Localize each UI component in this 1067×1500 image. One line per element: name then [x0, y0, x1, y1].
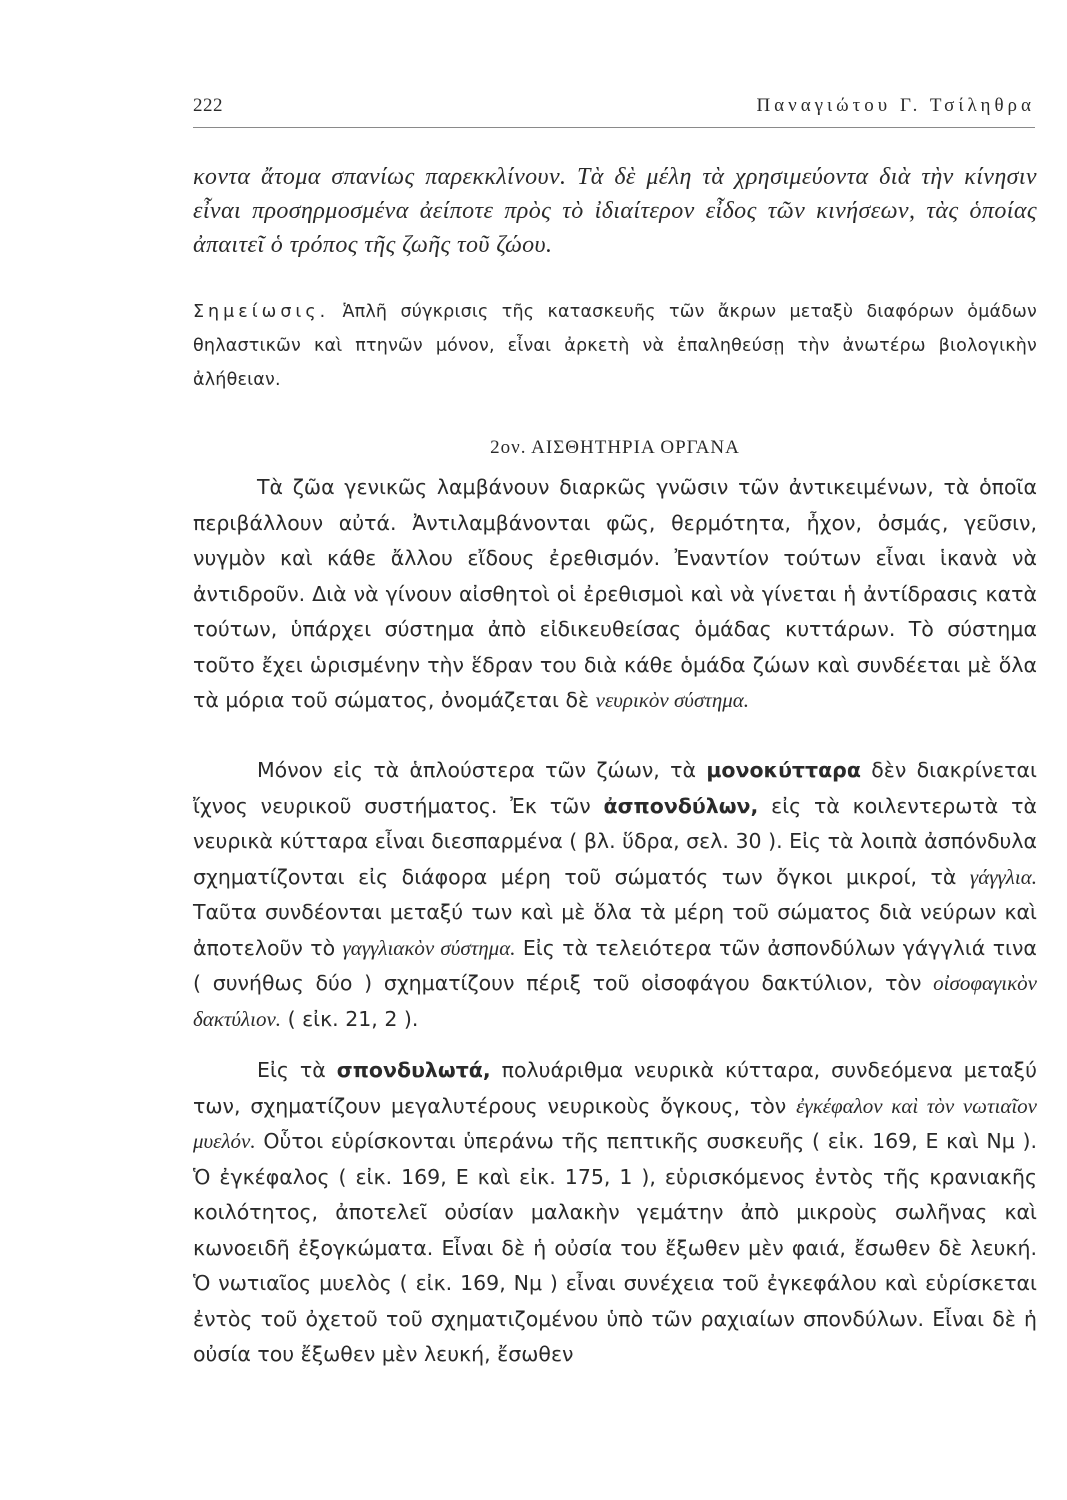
- p2-bold-invertebrates: ἀσπονδύλων,: [603, 793, 759, 818]
- page-header: [193, 93, 1035, 128]
- paragraph-3: [193, 1053, 1037, 1373]
- p2-text-a: Μόνον εἰς τὰ ἁπλούστερα τῶν ζώων, τὰ: [257, 758, 696, 782]
- note-paragraph: [193, 295, 1037, 397]
- note-text: Ἁπλῆ σύγκρισις τῆς κατασκευῆς τῶν ἄκρων μεταξὺ διαφόρων ὁμάδων θηλαστικῶν καὶ πτηνῶν μόνον, εἶναι ἀρκετὴ νὰ ἐπαληθεύσῃ τὴν ἀνωτέρω βιολογικὴν ἀλήθειαν.: [193, 302, 1037, 390]
- p2-term-ganglionic-system: γαγγλιακὸν σύστημα.: [342, 935, 516, 960]
- p2-bold-monocellular: μονοκύτταρα: [706, 758, 861, 782]
- intro-paragraph: κοντα ἄτομα σπανίως παρεκκλίνουν. Τὰ δὲ μέλη τὰ χρησιμεύοντα διὰ τὴν κίνησιν εἶναι προσηρμοσμένα ἀείποτε πρὸς τὸ ἰδιαίτερον εἶδος τῶν κινήσεων, τὰς ὁποίας ἀπαιτεῖ ὁ τρόπος τῆς ζωῆς τοῦ ζώου.: [193, 164, 1037, 258]
- note-label: Σημείωσις.: [193, 302, 330, 322]
- section-heading: 2ον. ΑΙΣΘΗΤΗΡΙΑ ΟΡΓΑΝΑ: [490, 437, 740, 458]
- p3-bold-vertebrates: σπονδυλωτά,: [336, 1058, 491, 1082]
- p3-text-b: πολυάριθμα νευρικὰ κύτταρα, συνδεόμενα μεταξύ των, σχηματίζουν μεγαλυτέρους νευρικοὺς ὄγκους, τὸν: [193, 1058, 1037, 1118]
- p2-text-b: δὲν διακρίνεται ἴχνος νευρικοῦ συστήματος. Ἐκ τῶν: [193, 758, 1037, 818]
- p2-text-d: Ταῦτα συνδέονται μεταξύ των καὶ μὲ ὅλα τὰ μέρη τοῦ σώματος διὰ νεύρων καὶ ἀποτελοῦν τὸ: [193, 900, 1037, 960]
- p3-term-brain-spinal-cord: ἐγκέφαλον καὶ τὸν νωτιαῖον μυελόν.: [193, 1093, 1037, 1153]
- running-title: Παναγιώτου Γ. Τσίληθρα: [756, 95, 1035, 116]
- p1-text: Τὰ ζῶα γενικῶς λαμβάνουν διαρκῶς γνῶσιν τῶν ἀντικειμένων, τὰ ὁποῖα περιβάλλουν αὐτά. Ἀντιλαμβάνονται φῶς, θερμότητα, ἦχον, ὀσμάς, γεῦσιν, νυγμὸν καὶ κάθε ἄλλου εἴδους ἐρεθισμόν. Ἐναντίον τούτων εἶναι ἱκανὰ νὰ ἀντιδροῦν. Διὰ νὰ γίνουν αἰσθητοὶ οἱ ἐρεθισμοὶ καὶ νὰ γίνεται ἡ ἀντίδρασις κατὰ τούτων, ὑπάρχει σύστημα ἀπὸ εἰδικευθείσας ὁμάδας κυττάρων. Τὸ σύστημα τοῦτο ἔχει ὡρισμένην τὴν ἕδραν του διὰ κάθε ὁμάδα ζώων καὶ συνδέεται μὲ ὅλα τὰ μόρια τοῦ σώματος, ὀνομάζεται δὲ: [193, 475, 1037, 712]
- p2-term-esophageal-ring: οἰσοφαγικὸν δακτύλιον.: [193, 971, 1037, 1031]
- p2-text-e: Εἰς τὰ τελειότερα τῶν ἀσπονδύλων γάγγλιά τινα ( συνήθως δύο ) σχηματίζουν πέριξ τοῦ οἰσοφάγου δακτύλιον, τὸν: [193, 935, 1037, 995]
- p1-term: νευρικὸν σύστημα.: [595, 688, 750, 712]
- p3-text-c: Οὗτοι εὑρίσκονται ὑπεράνω τῆς πεπτικῆς συσκευῆς ( εἰκ. 169, Ε καὶ Νμ ). Ὁ ἐγκέφαλος ( εἰκ. 169, Ε καὶ εἰκ. 175, 1 ), εὑρισκόμενος ἐντὸς τῆς κρανιακῆς κοιλότητος, ἀποτελεῖ οὐσίαν μαλακὴν γεμάτην ἀπὸ μικροὺς σωλῆνας καὶ κωνοειδῆ ἐξογκώματα. Εἶναι δὲ ἡ οὐσία του ἔξωθεν μὲν φαιά, ἔσωθεν δὲ λευκή. Ὁ νωτιαῖος μυελὸς ( εἰκ. 169, Νμ ) εἶναι συνέχεια τοῦ ἐγκεφάλου καὶ εὑρίσκεται ἐντὸς τοῦ ὀχετοῦ τοῦ σχηματιζομένου ὑπὸ τῶν ραχιαίων σπονδύλων. Εἶναι δὲ ἡ οὐσία του ἔξωθεν μὲν λευκή, ἔσωθεν: [193, 1129, 1037, 1366]
- p2-text-c: εἰς τὰ κοιλεντερωτὰ τὰ νευρικὰ κύτταρα εἶναι διεσπαρμένα ( βλ. ὕδρα, σελ. 30 ). Εἰς τὰ λοιπὰ ἀσπόνδυλα σχηματίζονται εἰς διάφορα μέρη τοῦ σώματός των ὄγκοι μικροί, τὰ: [193, 793, 1037, 889]
- paragraph-1: [193, 470, 1037, 719]
- paragraph-2: [193, 753, 1037, 1037]
- p2-term-ganglia: γάγγλια.: [969, 864, 1037, 889]
- p3-text-a: Εἰς τὰ: [257, 1058, 326, 1082]
- p2-text-f: ( εἰκ. 21, 2 ).: [287, 1006, 419, 1031]
- page-number: 222: [193, 95, 223, 116]
